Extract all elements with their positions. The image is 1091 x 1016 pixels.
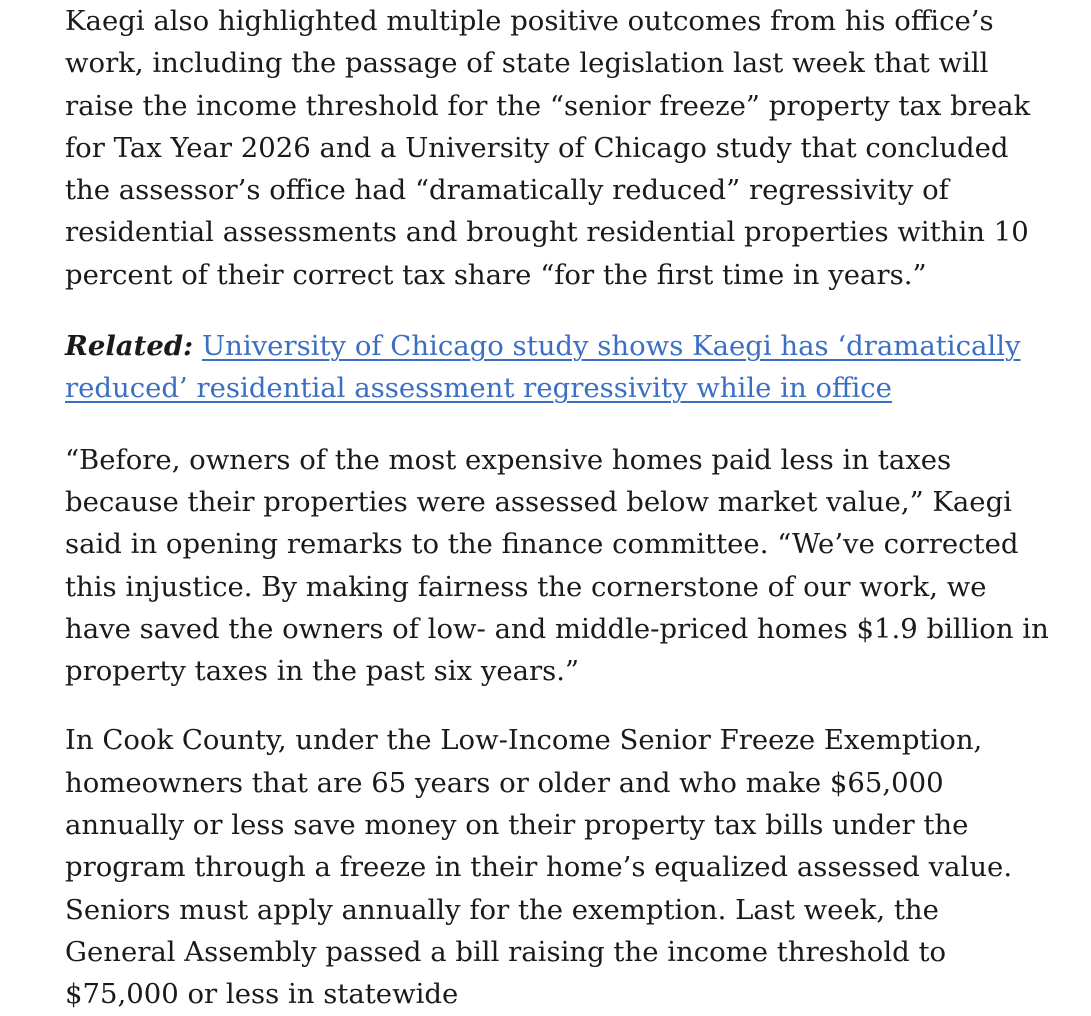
paragraph-senior-freeze: In Cook County, under the Low-Income Senior Freeze Exemption, homeowners that are 65 years or older and who make $65,000 annually or less save money on their property tax bills under the program through a freeze in their home’s equalized assessed value. Seniors must apply annually for the exemption. Last week, the General Assembly passed a bill raising the income threshold to $75,000 or less in statewide [65,724,1013,1011]
article-body [65,0,1055,1016]
related-story [65,325,1055,410]
paragraph-kaegi-quote: “Before, owners of the most expensive homes paid less in taxes because their properties were assessed below market value,” Kaegi said in opening remarks to the finance committee. “We’ve corrected this injustice. By making fairness the cornerstone of our work, we have saved the owners of low- and middle-priced homes $1.9 billion in property taxes in the past six years.” [65,443,1049,688]
paragraph-kaegi-outcomes: Kaegi also highlighted multiple positive outcomes from his office’s work, including the passage of state legislation last week that will raise the income threshold for the “senior freeze” property tax break for Tax Year 2026 and a University of Chicago study that concluded the assessor’s office had “dramatically reduced” regressivity of residential assessments and brought residential properties within 10 percent of their correct tax share “for the first time in years.” [65,5,1031,291]
related-article-link[interactable]: University of Chicago study shows Kaegi has ‘dramatically reduced’ residential assessment regressivity while in office [65,330,1021,405]
related-label: Related: [65,330,194,363]
